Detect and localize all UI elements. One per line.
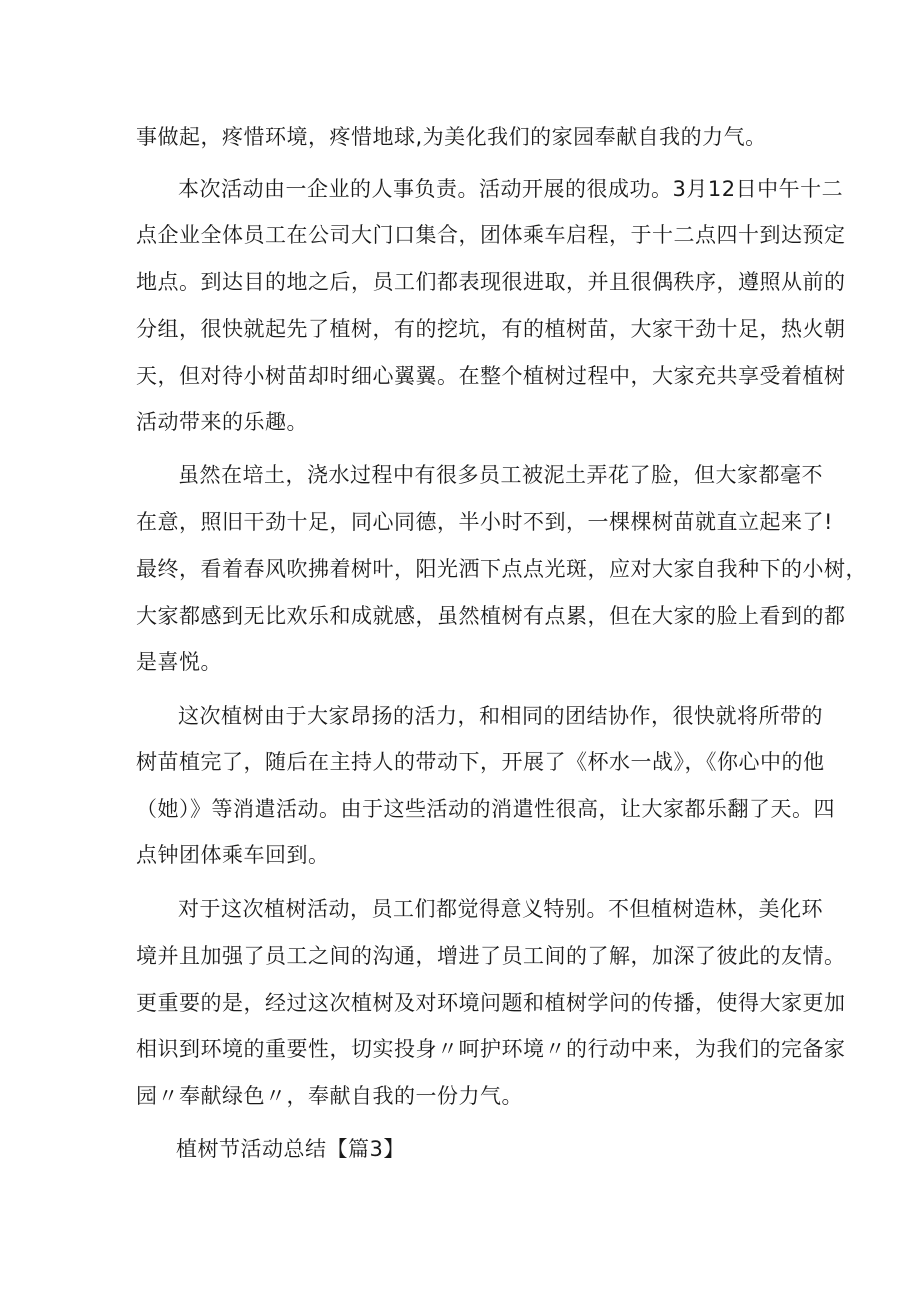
paragraph-2-line-6: 活动带来的乐趣。 (136, 410, 308, 434)
paragraph-5-line-3: 更重要的是，经过这次植树及对环境问题和植树学问的传播，使得大家更加 (136, 991, 846, 1015)
paragraph-4-line-3: （她）》等消遣活动。由于这些活动的消遣性很高，让大家都乐翻了天。四 (136, 797, 835, 821)
paragraph-2-line-1: 本次活动由一企业的人事负责。活动开展的很成功。3月12日中午十二 (178, 177, 844, 201)
paragraph-3-line-4: 大家都感到无比欢乐和成就感，虽然植树有点累，但在大家的脸上看到的都 (136, 604, 846, 628)
paragraph-2-line-2: 点企业全体员工在公司大门口集合，团体乘车启程，于十二点四十到达预定 (136, 223, 846, 247)
paragraph-1-line-1: 事做起，疼惜环境，疼惜地球,为美化我们的家园奉献自我的力气。 (136, 125, 767, 149)
paragraph-2-line-5: 天，但对待小树苗却时细心翼翼。在整个植树过程中，大家充共享受着植树 (136, 364, 846, 388)
paragraph-5-line-2: 境并且加强了员工之间的沟通，增进了员工间的了解，加深了彼此的友情。 (136, 944, 846, 968)
paragraph-5-line-5: 园〃奉献绿色〃，奉献自我的一份力气。 (136, 1084, 523, 1108)
paragraph-2-line-3: 地点。到达目的地之后，员工们都表现很进取，并且很偶秩序，遵照从前的 (136, 270, 846, 294)
paragraph-3-line-1: 虽然在培土，浇水过程中有很多员工被泥土弄花了脸，但大家都毫不 (178, 463, 823, 487)
paragraph-4-line-2: 树苗植完了，随后在主持人的带动下，开展了《杯水一战》，《你心中的他 (136, 750, 825, 774)
paragraph-2-line-4: 分组，很快就起先了植树，有的挖坑，有的植树苗，大家干劲十足，热火朝 (136, 317, 846, 341)
paragraph-3-line-5: 是喜悦。 (136, 650, 222, 674)
paragraph-3-line-2: 在意，照旧干劲十足，同心同德，半小时不到，一棵棵树苗就直立起来了! (136, 510, 833, 534)
paragraph-3-line-3: 最终，看着春风吹拂着树叶，阳光洒下点点光斑，应对大家自我种下的小树， (136, 557, 867, 581)
paragraph-4-line-4: 点钟团体乘车回到。 (136, 843, 330, 867)
paragraph-5-line-4: 相识到环境的重要性，切实投身〃呵护环境〃的行动中来，为我们的完备家 (136, 1037, 846, 1061)
paragraph-4-line-1: 这次植树由于大家昂扬的活力，和相同的团结协作，很快就将所带的 (178, 704, 823, 728)
section-heading: 植树节活动总结【篇3】 (176, 1137, 405, 1161)
paragraph-5-line-1: 对于这次植树活动，员工们都觉得意义特别。不但植树造林，美化环 (178, 897, 823, 921)
